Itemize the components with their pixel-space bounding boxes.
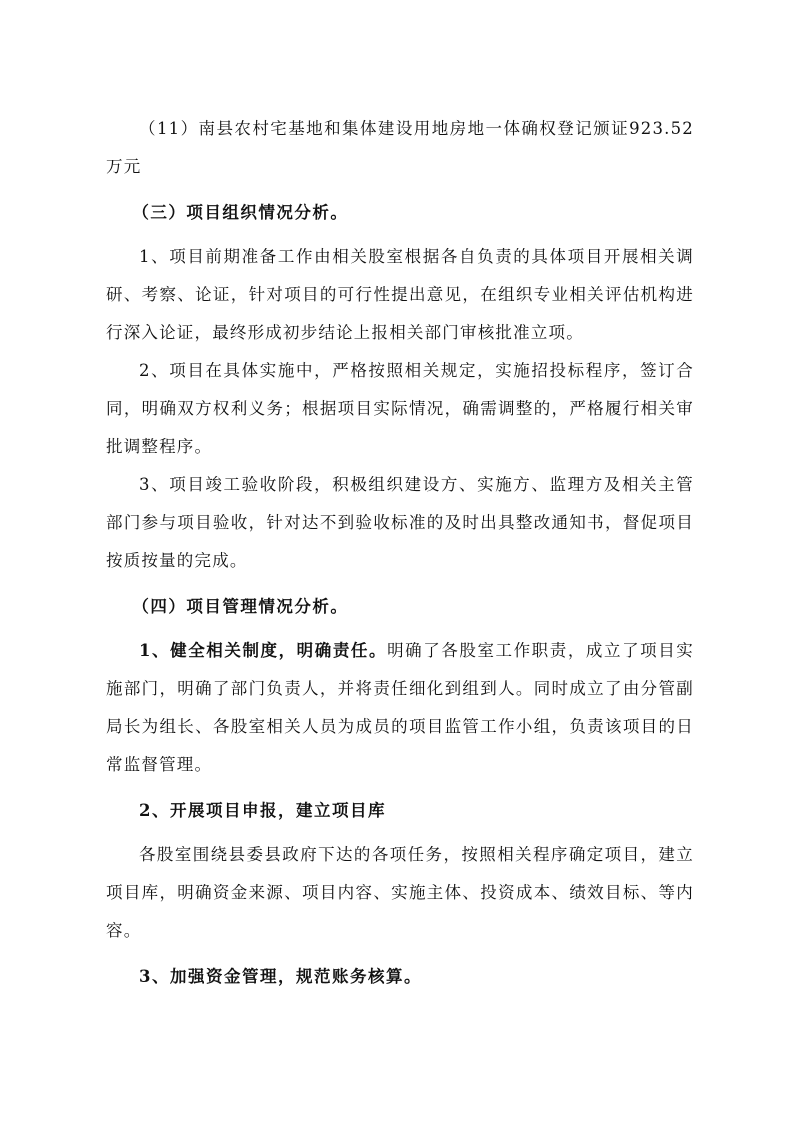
paragraph-3-3: 3、项目竣工验收阶段，积极组织建设方、实施方、监理方及相关主管部门参与项目验收，针对达不到验收标准的及时出具整改通知书，督促项目按质按量的完成。 xyxy=(106,475,694,570)
paragraph-3-2: 2、项目在具体实施中，严格按照相关规定，实施招投标程序，签订合同，明确双方权利义务；根据项目实际情况，确需调整的，严格履行相关审批调整程序。 xyxy=(106,361,694,456)
paragraph-4-1-body: 明确了各股室工作职责，成立了项目实施部门，明确了部门负责人，并将责任细化到组到人。同时成立了由分管副局长为组长、各股室相关人员为成员的项目监管工作小组，负责该项目的日常监督管理。 xyxy=(106,641,694,774)
section-heading-4: （四）项目管理情况分析。 xyxy=(132,597,349,616)
subheading-4-3: 3、加强资金管理，规范账务核算。 xyxy=(139,967,422,986)
paragraph-4-1 xyxy=(106,632,694,784)
document-body xyxy=(106,110,694,1002)
paragraph-4-2: 各股室围绕县委县政府下达的各项任务，按照相关程序确定项目，建立项目库，明确资金来源、项目内容、实施主体、投资成本、绩效目标、等内容。 xyxy=(106,845,694,940)
paragraph-item-11: （11）南县农村宅基地和集体建设用地房地一体确权登记颁证923.52万元 xyxy=(106,119,694,176)
subheading-4-2: 2、开展项目申报，建立项目库 xyxy=(139,801,386,820)
section-heading-3: （三）项目组织情况分析。 xyxy=(132,203,349,222)
paragraph-3-1: 1、项目前期准备工作由相关股室根据各自负责的具体项目开展相关调研、考察、论证，针对项目的可行性提出意见，在组织专业相关评估机构进行深入论证，最终形成初步结论上报相关部门审核批准立项。 xyxy=(106,247,694,342)
paragraph-4-1-lead: 1、健全相关制度，明确责任。 xyxy=(139,641,388,660)
